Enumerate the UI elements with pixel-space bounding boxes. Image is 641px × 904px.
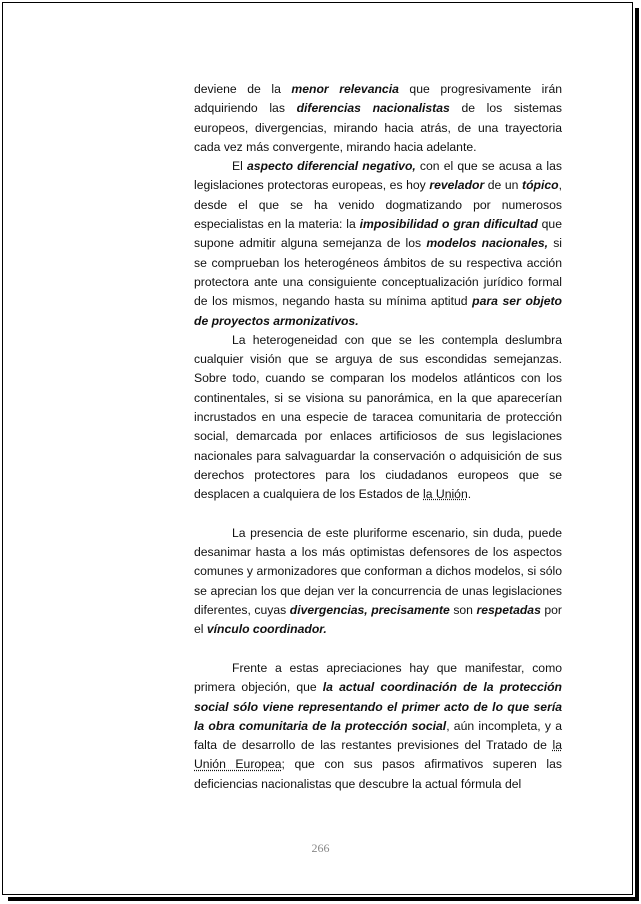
text-run: de un [484, 178, 523, 193]
paragraph [194, 80, 562, 157]
text-run: El [232, 159, 247, 174]
emphasis-text: menor relevancia [291, 82, 399, 96]
page-shadow-right [635, 8, 639, 901]
emphasis-text: revelador [429, 178, 485, 193]
text-run: Frente a estas apreciaciones hay que manifestar, como primera objeción, que [194, 660, 562, 695]
text-run: si se comprueban los heterogéneos ámbitos de su respectiva acción protectora ante una consiguiente conceptualización jurídico formal de los mismos, negando hasta su mínima aptitud [194, 236, 562, 309]
text-run: con el que se acusa a las legislaciones protectoras europeas, es hoy [194, 159, 562, 193]
text-run: ; que con sus pasos afirmativos superen las deficiencias nacionalistas que descubre la actual fórmula del [194, 757, 562, 791]
body-text [194, 80, 562, 794]
text-run: que supone admitir alguna semejanza de los [194, 217, 562, 251]
text-run: deviene de la [194, 82, 292, 96]
text-run: , aún incompleta, y a falta de desarrollo de las restantes previsiones del Tratado de [194, 718, 562, 753]
emphasis-text: respetadas [476, 603, 541, 618]
emphasis-text: divergencias, precisamente [289, 603, 450, 618]
paragraph [194, 659, 562, 794]
emphasis-text: vínculo coordinador. [206, 622, 327, 637]
text-run: La presencia de este pluriforme escenario, sin duda, puede desanimar hasta a los más optimistas defensores de los aspectos comunes y armonizadores que conforman a dichos modelos, si sólo se aprecian los que dejan ver la concurrencia de unas legislaciones diferentes, cuyas [194, 525, 562, 618]
emphasis-text: para ser objeto de proyectos armonizativos. [194, 294, 562, 328]
text-run: . [467, 487, 472, 502]
text-run: , desde el que se ha venido dogmatizando por numerosos especialistas en la materia: la [194, 178, 562, 232]
text-run: son [449, 603, 477, 618]
emphasis-text: la actual coordinación de la protección social sólo viene representando el primer acto de lo que sería la obra comunitaria de la protección social [194, 680, 562, 733]
page-number: 266 [311, 841, 330, 855]
marked-text: la Unión Europea [194, 738, 562, 772]
emphasis-text: modelos nacionales, [426, 236, 549, 251]
text-run: de los sistemas europeos, divergencias, mirando hacia atrás, de una trayectoria cada vez más convergente, mirando hacia adelante. [194, 101, 562, 154]
marked-text: la Unión [423, 487, 468, 502]
paragraph [194, 157, 562, 331]
text-run: por el [194, 603, 562, 637]
emphasis-text: imposibilidad o gran dificultad [359, 217, 538, 232]
emphasis-text: tópico [522, 178, 559, 193]
page-shadow-bottom [8, 897, 639, 901]
emphasis-text: aspecto diferencial negativo, [246, 159, 416, 174]
emphasis-text: diferencias nacionalistas [296, 101, 450, 116]
text-run: que progresivamente irán adquiriendo las [194, 82, 562, 116]
paragraph [194, 524, 562, 640]
paragraph [194, 331, 562, 505]
text-run: La heterogeneidad con que se les contempla deslumbra cualquier visión que se arguya de sus escondidas semejanzas. Sobre todo, cuando se comparan los modelos atlánticos con los continentales, si se visiona su panorámica, en la que aparecerían incrustados en una especie de taracea comunitaria de protección social, demarcada por enlaces artificiosos de sus legislaciones nacionales para salvaguardar la conservación o adquisición de sus derechos protectores para los ciudadanos europeos que se desplacen a cualquiera de los Estados de [194, 332, 562, 502]
